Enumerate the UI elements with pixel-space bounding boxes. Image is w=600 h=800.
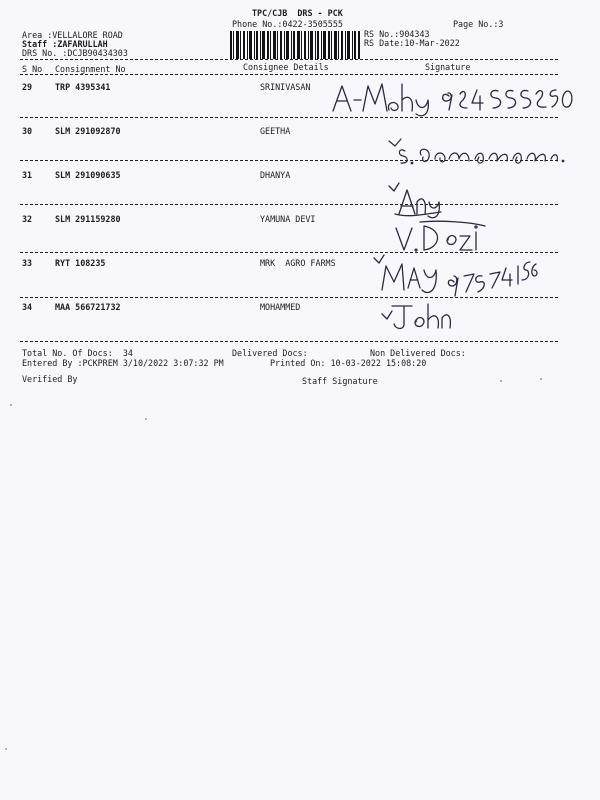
scan-speck: [145, 418, 147, 420]
row-consignment: MAA 566721732: [55, 302, 121, 312]
row-divider: [20, 204, 558, 205]
rs-date: RS Date:10-Mar-2022: [364, 38, 460, 48]
handwritten-signature-row31: [385, 180, 445, 220]
row-sno: 29: [22, 82, 33, 92]
page-number: Page No.:3: [453, 19, 504, 29]
row-consignment: TRP 4395341: [55, 82, 111, 92]
total-docs: Total No. Of Docs: 34: [22, 348, 133, 358]
handwritten-signature-row33: [370, 252, 540, 300]
drs-number: DRS No. :DCJB90434303: [22, 48, 128, 58]
table-row: [20, 170, 558, 214]
row-consignee: DHANYA: [260, 170, 291, 180]
row-sno: 34: [22, 302, 33, 312]
row-divider: [20, 117, 558, 118]
table-row: [20, 302, 558, 346]
header-top-rule: [20, 59, 558, 60]
row-sno: 30: [22, 126, 33, 136]
staff-signature-label: Staff Signature: [302, 376, 378, 386]
phone-number: Phone No.:0422-3505555: [232, 19, 343, 29]
column-sno: S No: [22, 64, 43, 74]
row-sno: 31: [22, 170, 33, 180]
column-consignment: Consignment No: [55, 64, 126, 74]
column-consignee: Consignee Details: [243, 62, 329, 72]
handwritten-signature-row32: [390, 218, 490, 254]
scan-speck: [540, 378, 542, 380]
row-consignment: SLM 291092870: [55, 126, 121, 136]
handwritten-signature-row30: [385, 137, 570, 169]
entered-by: Entered By :PCKPREM 3/10/2022 3:07:32 PM: [22, 358, 224, 368]
rs-number: RS No.:904343: [364, 29, 430, 39]
scan-speck: [10, 404, 12, 406]
handwritten-signature-row34: [378, 300, 458, 332]
row-consignee: MOHAMMED: [260, 302, 301, 312]
row-sno: 33: [22, 258, 33, 268]
barcode-image: [230, 31, 360, 59]
handwritten-signature-row29: [330, 78, 580, 116]
scan-speck: [5, 748, 7, 750]
row-sno: 32: [22, 214, 33, 224]
scan-speck: [500, 380, 502, 382]
area-label: Area :VELLALORE ROAD: [22, 30, 123, 40]
row-consignment: SLM 291159280: [55, 214, 121, 224]
row-consignee: SRINIVASAN: [260, 82, 311, 92]
header-bottom-rule: [20, 74, 558, 75]
delivered-docs: Delivered Docs:: [232, 348, 308, 358]
row-consignee: YAMUNA DEVI: [260, 214, 316, 224]
document-title: TPC/CJB DRS - PCK: [252, 8, 343, 18]
row-consignee: GEETHA: [260, 126, 291, 136]
printed-on: Printed On: 10-03-2022 15:08:20: [270, 358, 427, 368]
row-consignment: RYT 108235: [55, 258, 106, 268]
staff-label: Staff :ZAFARULLAH: [22, 39, 108, 49]
verified-by-label: Verified By: [22, 374, 78, 384]
non-delivered-docs: Non Delivered Docs:: [370, 348, 466, 358]
row-consignment: SLM 291090635: [55, 170, 121, 180]
table-bottom-rule: [20, 341, 558, 342]
row-consignee: MRK AGRO FARMS: [260, 258, 336, 268]
column-signature: Signature: [425, 62, 471, 72]
